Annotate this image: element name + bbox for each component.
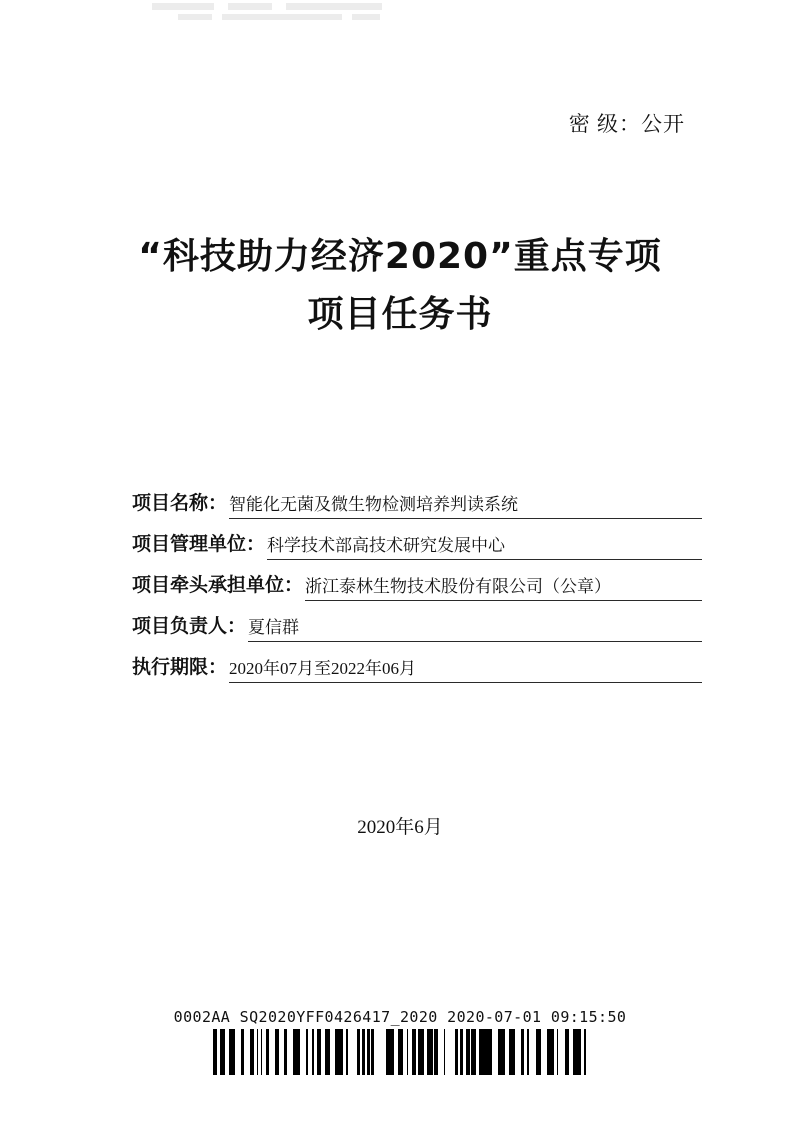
field-value-underline [248,613,702,642]
field-label: 项目牵头承担单位： [132,574,304,596]
field-row-lead-unit [132,560,702,601]
field-list [132,478,702,683]
field-value: 科学技术部高技术研究发展中心 [267,536,506,555]
title-line-1: “科技助力经济2020”重点专项 [138,236,662,277]
secrecy-level: 密 级：公开 [568,112,685,136]
field-row-project-name [132,478,702,519]
field-label: 执行期限： [132,656,228,678]
field-value: 智能化无菌及微生物检测培养判读系统 [229,495,519,514]
document-title [0,228,800,344]
scan-artifact [228,3,272,10]
field-row-execution-period [132,642,702,683]
scan-artifact [222,14,342,20]
field-value-underline [229,490,702,519]
field-value-underline [229,654,702,683]
field-value: 浙江泰林生物技术股份有限公司（公章） [305,577,612,596]
scan-artifact [352,14,380,20]
scan-artifact [178,14,212,20]
scan-artifact [152,3,214,10]
barcode-label: 0002AA SQ2020YFF0426417_2020 2020-07-01 09:15:50 [173,1008,627,1026]
field-row-managing-unit [132,519,702,560]
field-value: 2020年07月至2022年06月 [229,659,417,678]
scan-artifact [286,3,382,10]
field-value-underline [305,572,702,601]
field-value: 夏信群 [248,618,300,637]
field-label: 项目名称： [132,492,228,514]
field-row-project-leader [132,601,702,642]
barcode-image [213,1029,587,1075]
title-line-2: 项目任务书 [307,294,493,335]
field-label: 项目负责人： [132,615,247,637]
document-date: 2020年6月 [357,817,443,838]
barcode-block [0,1008,800,1080]
field-label: 项目管理单位： [132,533,266,555]
field-value-underline [267,531,702,560]
